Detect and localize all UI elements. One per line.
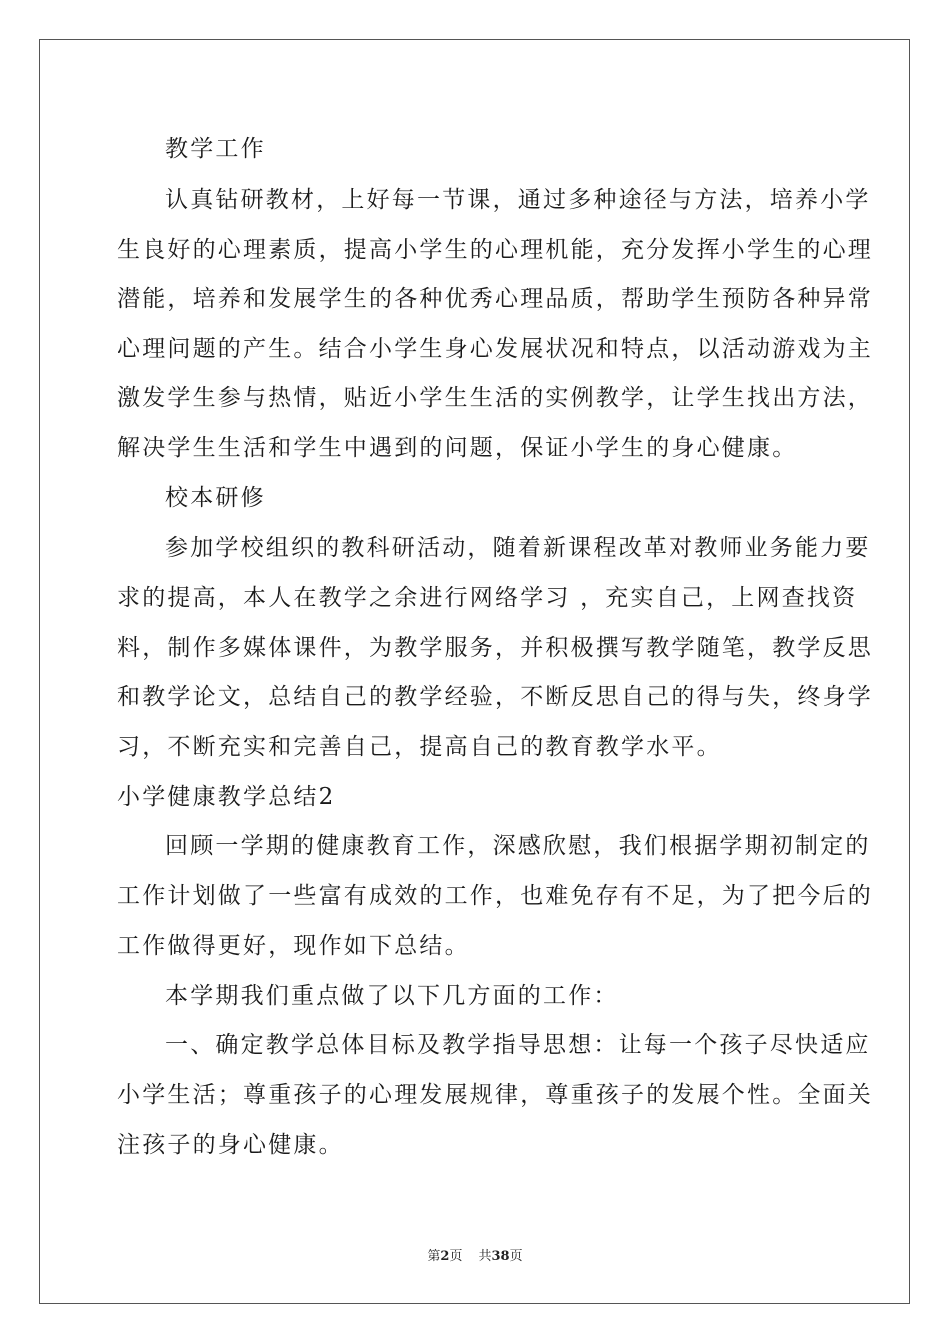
paragraph-line: 注孩子的身心健康。 [117,1132,344,1158]
paragraph-line: 解决学生生活和学生中遇到的问题，保证小学生的身心健康。 [117,435,798,461]
paragraph-line: 习，不断充实和完善自己，提高自己的教育教学水平。 [117,734,722,760]
paragraph-line: 工作做得更好，现作如下总结。 [117,933,470,959]
total-prefix: 共 [478,1249,492,1264]
total-suffix: 页 [509,1249,523,1264]
paragraph-line: 激发学生参与热情，贴近小学生生活的实例教学，让学生找出方法， [117,385,873,411]
total-pages: 38 [491,1249,510,1264]
paragraph-line: 工作计划做了一些富有成效的工作，也难免存有不足，为了把今后的 [117,883,873,909]
page-footer [0,1248,950,1266]
page-prefix: 第 [427,1249,441,1264]
paragraph-line: 潜能，培养和发展学生的各种优秀心理品质，帮助学生预防各种异常 [117,286,873,312]
paragraph-line: 求的提高，本人在教学之余进行网络学习 ，充实自己，上网查找资 [117,585,858,611]
paragraph-line: 小学生活；尊重孩子的心理发展规律，尊重孩子的发展个性。全面关 [117,1082,873,1108]
paragraph-line: 回顾一学期的健康教育工作，深感欣慰，我们根据学期初制定的 [165,833,871,859]
paragraph-line: 参加学校组织的教科研活动，随着新课程改革对教师业务能力要 [165,535,871,561]
paragraph-line: 料，制作多媒体课件，为教学服务，并积极撰写教学随笔，教学反思 [117,635,873,661]
paragraph-line: 和教学论文，总结自己的教学经验，不断反思自己的得与失，终身学 [117,684,873,710]
section-heading-teaching: 教学工作 [165,136,266,162]
section-heading-school-training: 校本研修 [165,485,266,511]
page-suffix: 页 [449,1249,463,1264]
paragraph-line: 认真钻研教材，上好每一节课，通过多种途径与方法，培养小学 [165,187,871,213]
article-title: 小学健康教学总结2 [117,784,336,810]
paragraph-line: 一、确定教学总体目标及教学指导思想：让每一个孩子尽快适应 [165,1032,871,1058]
paragraph-line: 生良好的心理素质，提高小学生的心理机能，充分发挥小学生的心理 [117,237,873,263]
page-number: 2 [440,1249,450,1264]
page-border [39,39,910,1304]
paragraph-line: 本学期我们重点做了以下几方面的工作： [165,983,619,1009]
paragraph-line: 心理问题的产生。结合小学生身心发展状况和特点，以活动游戏为主 [117,336,873,362]
